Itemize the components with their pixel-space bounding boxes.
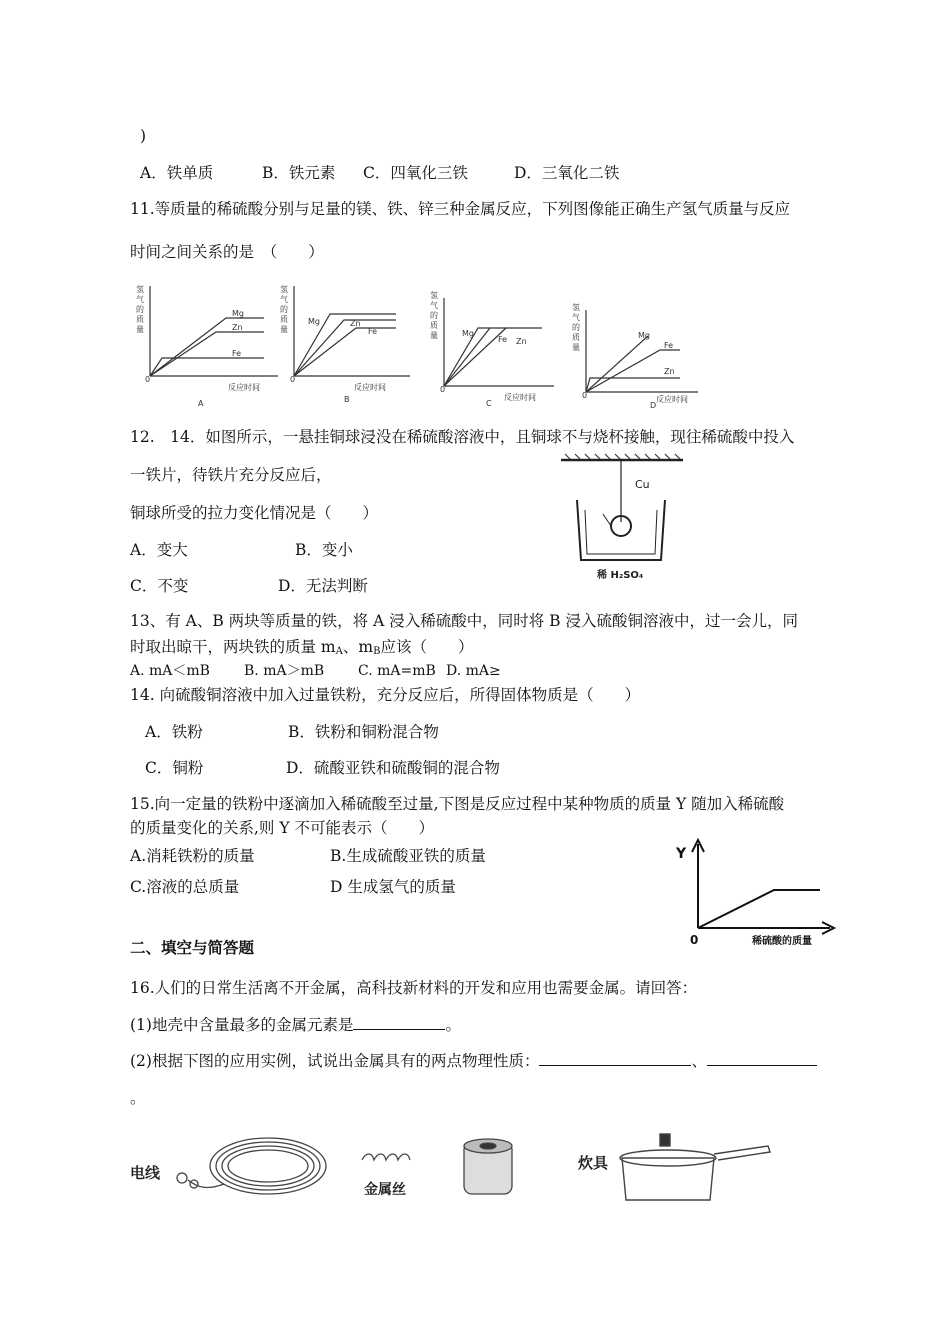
q12-beaker-figure [555,452,690,582]
graph-b-ylabel-5: 量 [280,325,288,334]
graph-d-origin: 0 [582,391,588,400]
q16-sub1: (1)地壳中含量最多的金属元素是 。 [130,1016,461,1034]
q15-option-c: C.溶液的总质量 [130,878,240,896]
graph-c-origin: 0 [440,385,446,394]
graph-d-ylabel-1: 氢 [572,303,580,312]
graph-d-ylabel-5: 量 [572,343,580,352]
graph-c-label-mg: Mg [462,329,474,338]
graph-c-xlabel: 反应时间 [504,393,536,402]
graph-d-xlabel: 反应时间 [656,395,688,404]
continued-paren: ) [140,127,147,145]
graph-d-ylabel-3: 的 [572,323,580,332]
graph-a-ylabel-1: 氢 [136,285,144,294]
q15-option-b: B.生成硫酸亚铁的质量 [330,847,486,865]
q15-y-label: Y [676,846,687,862]
q13-option-a: A. mA＜mB [130,663,210,679]
q13-stem-line2: 时取出晾干，两块铁的质量 $m_A$、$m_B$应该（ ） [130,638,474,657]
q15-x-label: 稀硫酸的质量 [752,936,812,947]
graph-a-xlabel: 反应时间 [228,383,260,392]
graph-b-ylabel-3: 的 [280,305,288,314]
graph-c-ylabel-5: 量 [430,331,438,340]
q16-sub2-blank-1[interactable] [539,1051,691,1066]
q10-option-b: B．铁元素 [262,164,336,182]
graph-c-ylabel-2: 气 [430,301,438,310]
q15-graph [670,832,845,950]
q12-stem-line1: 12. 14．如图所示，一悬挂铜球浸没在稀硫酸溶液中，且铜球不与烧杯接触，现往稀硫酸中投入 [130,428,795,446]
q10-option-a: A．铁单质 [140,164,214,182]
q11-graphs [128,276,708,416]
section-heading: 二、填空与简答题 [130,939,255,957]
graph-b-origin: 0 [290,375,296,384]
graph-a-letter: A [198,399,204,408]
q16-sub2-end: 。 [130,1089,146,1107]
q16-sub2-blank-2[interactable] [707,1051,817,1066]
graph-b-ylabel-1: 氢 [280,285,288,294]
graph-a-label-fe: Fe [232,349,242,358]
graph-b-letter: B [344,395,350,404]
q13-option-c: C. mA=mB [358,663,436,679]
label-cookware: 炊具 [578,1154,609,1172]
label-metal-wire: 金属丝 [364,1182,406,1198]
q13-stem-line1: 13、有 A、B 两块等质量的铁，将 A 浸入稀硫酸中，同时将 B 浸入硫酸铜溶液中，过一会儿，同 [130,612,798,630]
graph-a-ylabel-2: 气 [136,295,144,304]
graph-c-letter: C [486,399,492,408]
graph-b-label-mg: Mg [308,317,320,326]
q12-option-b: B．变小 [295,541,353,559]
q11-stem-line2: 时间之间关系的是 （ ） [130,243,324,261]
graph-a-ylabel-5: 量 [136,325,144,334]
graph-c-ylabel-1: 氢 [430,291,438,300]
q14-option-b: B．铁粉和铜粉混合物 [288,723,439,741]
q15-option-a: A.消耗铁粉的质量 [130,847,255,865]
q12-option-a: A．变大 [130,541,188,559]
q14-option-d: D．硫酸亚铁和硫酸铜的混合物 [286,759,500,777]
graph-a-ylabel-3: 的 [136,305,144,314]
q12-stem-line3: 铜球所受的拉力变化情况是（ ） [130,504,379,522]
q13-option-d: D. mA≥ [446,663,501,679]
graph-c-ylabel-3: 的 [430,311,438,320]
q12-option-d: D．无法判断 [278,577,368,595]
q12-solution-label: 稀 H₂SO₄ [597,570,644,581]
graph-b-ylabel-2: 气 [280,295,288,304]
q16-stem: 16.人们的日常生活离不开金属，高科技新材料的开发和应用也需要金属。请回答： [130,979,698,997]
graph-b-ylabel-4: 质 [280,315,288,324]
q15-stem-line2: 的质量变化的关系,则 Y 不可能表示（ ） [130,819,435,837]
graph-a-label-zn: Zn [232,323,243,332]
graph-b-label-zn: Zn [350,319,361,328]
graph-d-ylabel-4: 质 [572,333,580,342]
graph-c-label-fe: Fe [498,335,508,344]
graph-a-ylabel-4: 质 [136,315,144,324]
q16-sub1-blank[interactable] [353,1015,445,1030]
q15-stem-line1: 15.向一定量的铁粉中逐滴加入稀硫酸至过量,下图是反应过程中某种物质的质量 Y 随加入稀硫酸 [130,795,785,813]
graph-d-ylabel-2: 气 [572,313,580,322]
q10-option-c: C．四氧化三铁 [363,164,468,182]
q15-origin: 0 [690,933,699,947]
graph-a-origin: 0 [145,375,151,384]
q11-stem-line1: 11.等质量的稀硫酸分别与足量的镁、铁、锌三种金属反应，下列图像能正确生产氢气质量与反应 [130,200,791,218]
q14-option-c: C．铜粉 [145,759,204,777]
graph-a-label-mg: Mg [232,309,244,318]
graph-c-ylabel-4: 质 [430,321,438,330]
q15-option-d: D 生成氢气的质量 [330,878,456,896]
graph-d-label-zn: Zn [664,367,675,376]
q14-option-a: A．铁粉 [145,723,203,741]
label-wire: 电线 [130,1164,161,1182]
graph-d-letter: D [650,401,657,410]
wire-coil-icon [177,1138,326,1194]
graph-d-label-mg: Mg [638,331,650,340]
pressure-cooker-icon [620,1134,770,1200]
q12-cu-label: Cu [635,478,650,491]
graph-c-label-zn: Zn [516,337,527,346]
graph-b-label-fe: Fe [368,327,378,336]
q10-option-d: D．三氧化二铁 [514,164,620,182]
q13-option-b: B. mA＞mB [244,663,325,679]
q12-stem-line2: 一铁片，待铁片充分反应后， [130,466,332,484]
q16-application-images [128,1128,778,1210]
graph-b-xlabel: 反应时间 [354,383,386,392]
q16-sub2: (2)根据下图的应用实例，试说出金属具有的两点物理性质： 、 [130,1051,817,1071]
q12-option-c: C．不变 [130,577,189,595]
q14-stem: 14. 向硫酸铜溶液中加入过量铁粉，充分反应后，所得固体物质是（ ） [130,686,641,704]
graph-d-label-fe: Fe [664,341,674,350]
